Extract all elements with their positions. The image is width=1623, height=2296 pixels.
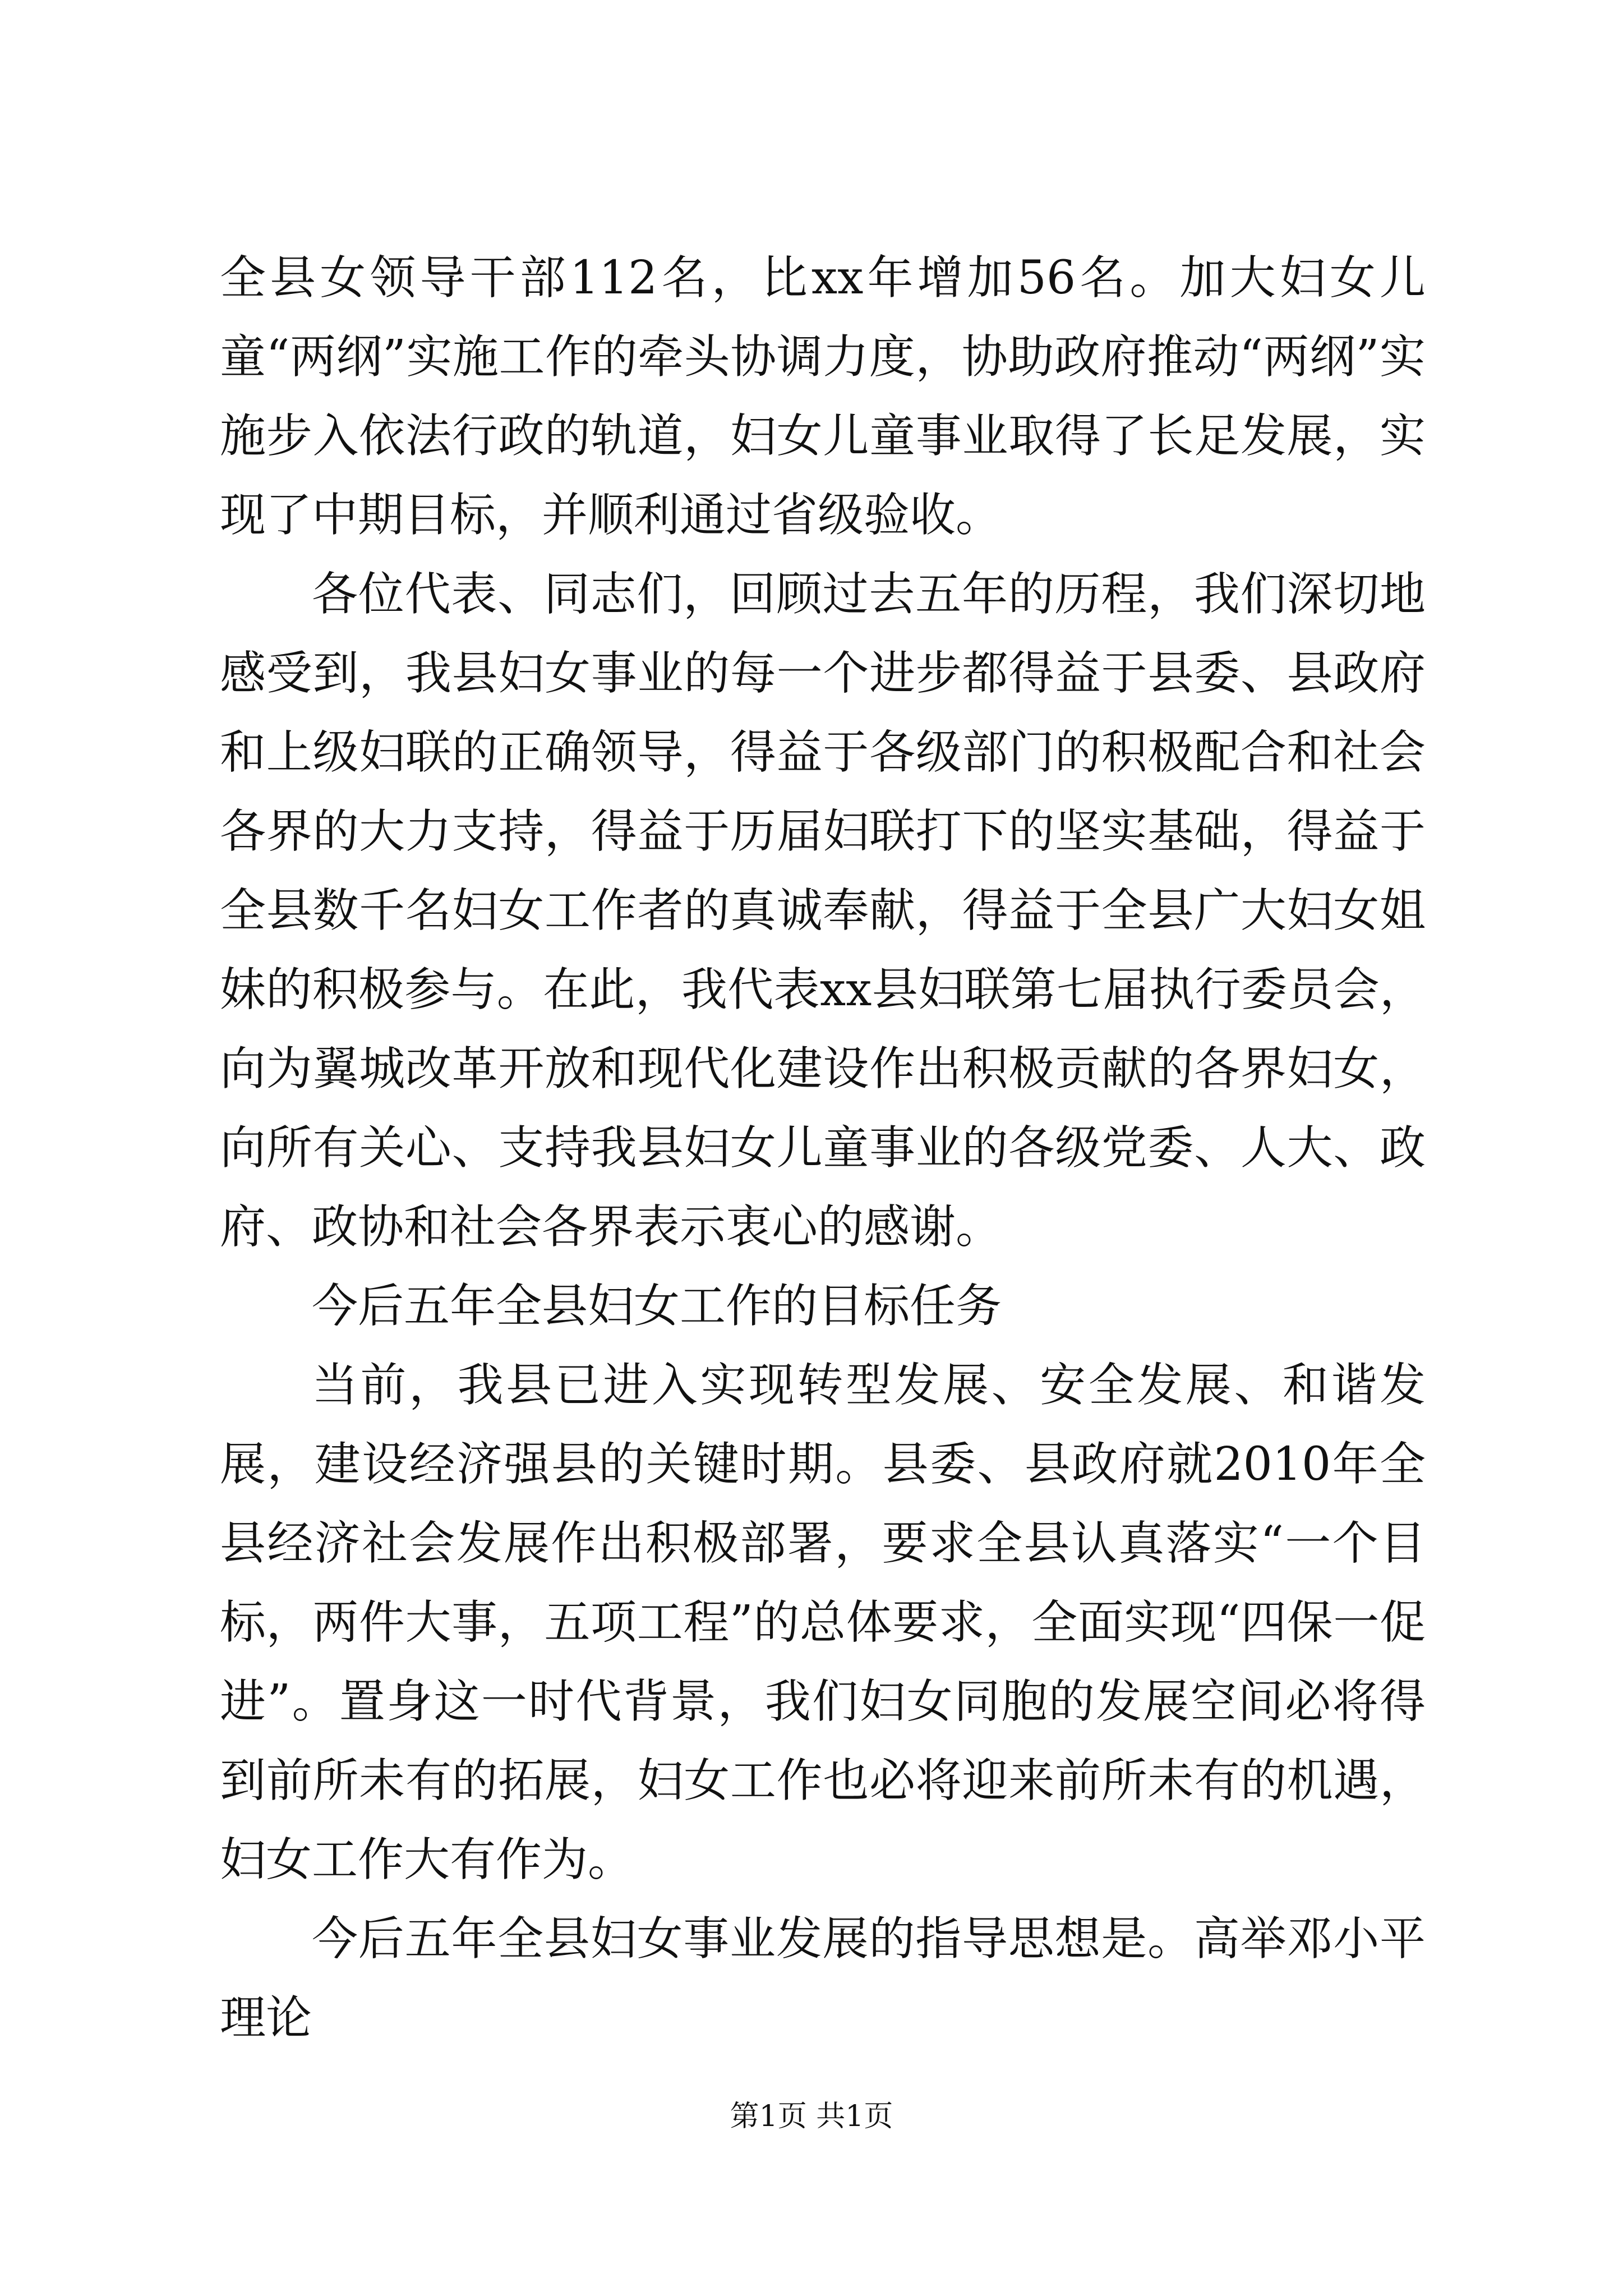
paragraph-4: 今后五年全县妇女事业发展的指导思想是。高举邓小平理论 bbox=[220, 1912, 1426, 2045]
document-body bbox=[220, 238, 1426, 2058]
section-heading: 今后五年全县妇女工作的目标任务 bbox=[312, 1280, 1002, 1333]
paragraph-1: 全县女领导干部112名，比xx年增加56名。加大妇女儿童“两纲”实施工作的牵头协调力度，协助政府推动“两纲”实施步入依法行政的轨道，妇女儿童事业取得了长足发展，实现了中期目标，并顺利通过省级验收。 bbox=[220, 251, 1426, 542]
paragraph-2: 各位代表、同志们，回顾过去五年的历程，我们深切地感受到，我县妇女事业的每一个进步都得益于县委、县政府和上级妇联的正确领导，得益于各级部门的积极配合和社会各界的大力支持，得益于历届妇联打下的坚实基础，得益于全县数千名妇女工作者的真诚奉献，得益于全县广大妇女姐妹的积极参与。在此，我代表xx县妇联第七届执行委员会，向为翼城改革开放和现代化建设作出积极贡献的各界妇女，向所有关心、支持我县妇女儿童事业的各级党委、人大、政府、政协和社会各界表示衷心的感谢。 bbox=[220, 568, 1426, 1254]
paragraph-3: 当前，我县已进入实现转型发展、安全发展、和谐发展，建设经济强县的关键时期。县委、县政府就2010年全县经济社会发展作出积极部署，要求全县认真落实“一个目标，两件大事，五项工程”的总体要求，全面实现“四保一促进”。置身这一时代背景，我们妇女同胞的发展空间必将得到前所未有的拓展，妇女工作也必将迎来前所未有的机遇，妇女工作大有作为。 bbox=[220, 1359, 1426, 1887]
page-footer: 第1页 共1页 bbox=[730, 2100, 893, 2133]
